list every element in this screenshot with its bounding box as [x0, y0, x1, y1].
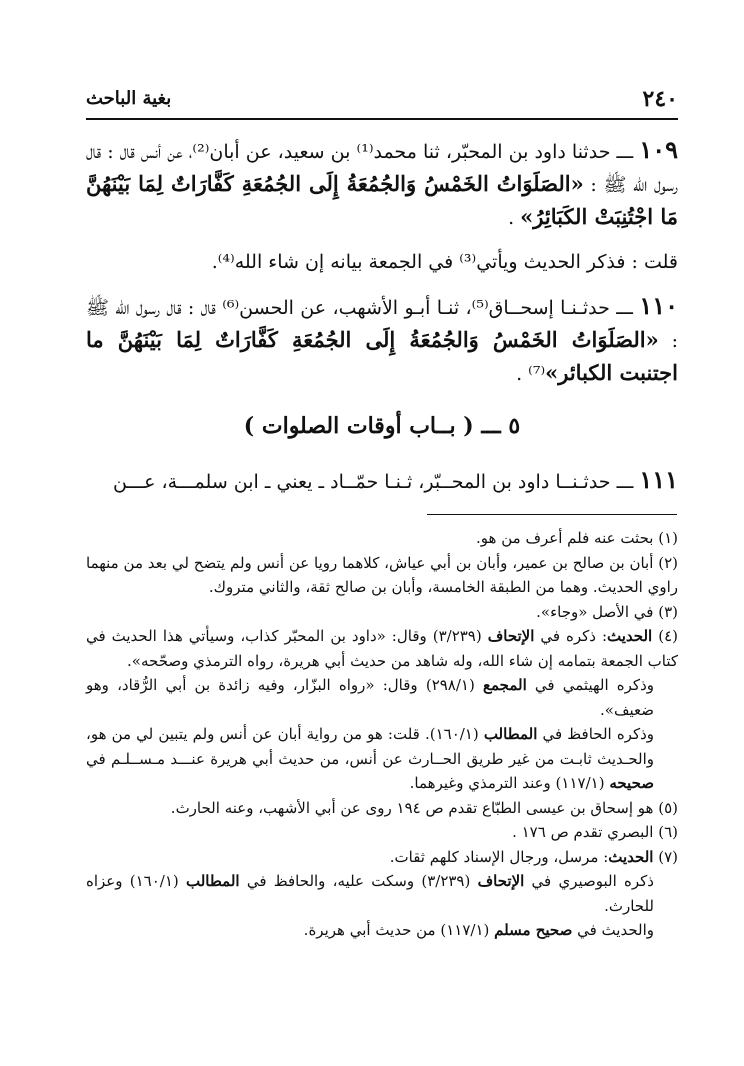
hadith-isnad: ـــ حدثـنـا إسحــاق⁽⁵⁾، ثنـا أبـو الأشهب، عن الحسن⁽⁶⁾ قال : قال رسول الله ﷺ : [86, 297, 678, 352]
hadith-109 [86, 134, 678, 234]
chapter-title: ٥ ـــ ( بــاب أوقات الصلوات ) [243, 413, 521, 439]
hadith-isnad: ـــ حدثـنــا داود بن المحــبّر، ثـنـا حمّــاد ـ يعني ـ ابن سلمـــة، عـــن [113, 471, 640, 493]
header-rule [86, 118, 678, 120]
footnote-text: (١١٧/١) من حديث أبي هريرة. [303, 921, 495, 939]
footnote-text: ذكره البوصيري في [524, 872, 654, 890]
footnote-text: (٣/٢٣٩) وقال: «داود بن المحبّر كذاب، وسيأتي هذا الحديث في كتاب الجمعة بتمامه إن شاء الله، وله شاهد من حديث أبي هريرة، رواه الترمذي وصحّحه». [86, 627, 678, 670]
hadith-number: ١١١ [639, 465, 678, 494]
hadith-end: . [508, 207, 521, 229]
running-header [86, 84, 678, 114]
footnote [86, 526, 678, 551]
footnote-text: (٥) هو إسحاق بن عيسى الطبّاع تقدم ص ١٩٤ روى عن أبي الأشهب، وعنه الحارث. [170, 798, 678, 817]
footnote [86, 869, 678, 918]
footnote [86, 796, 678, 821]
footnotes [86, 526, 678, 943]
page-number: ٢٤٠ [642, 86, 678, 112]
hadith-number: ١١٠ [639, 291, 678, 320]
footnote-source-title: الإتحاف [477, 872, 525, 890]
footnote-text: : ذكره في [534, 627, 608, 645]
footnote-source-title: صحيحه [609, 774, 654, 792]
footnote-text: (٤) [652, 627, 678, 645]
hadith-matn: «الصَلَوَاتُ الخَمْسُ وَالجُمُعَةُ إِلَى الجُمُعَةِ كَفَّارَاتٌ لِمَا بَيْنَهُنَّ ما اجتنبت الكبائر» [86, 327, 678, 385]
footnote-source-title: المطالب [483, 725, 538, 743]
author-comment: قلت : فذكر الحديث ويأتي⁽³⁾ في الجمعة بيانه إن شاء الله⁽⁴⁾. [211, 251, 678, 273]
footnote [86, 624, 678, 673]
footnote-text: : مرسل، ورجال الإسناد كلهم ثقات. [389, 847, 609, 866]
footnote-text: (١٦٠/١) وعزاه للحارث. [86, 872, 654, 915]
footnote [86, 673, 678, 722]
footnote-source-title: المجمع [483, 676, 527, 694]
footnote-text: (١) بحثت عنه فلم أعرف من هو. [476, 529, 678, 547]
hadith-110 [86, 290, 678, 390]
footnote-text: (٢) أبان بن صالح بن عمير، وأبان بن أبي عياش، كلاهما رويا عن أنس ولم يتضح لي بعد من منهما راوي الحديث. وهما من الطبقة الخامسة، وأبان بن صالح ثقة، والثاني متروك. [86, 553, 678, 596]
footnote [86, 820, 678, 845]
footnote [86, 918, 678, 943]
footnote-text: (٦) البصري تقدم ص ١٧٦ . [512, 823, 678, 841]
hadith-end: ⁽⁷⁾ . [516, 363, 546, 385]
footnote-source-title: المطالب [186, 872, 240, 890]
main-text [86, 134, 678, 498]
hadith-111 [86, 464, 678, 498]
footnote-text: (٧) [653, 847, 678, 866]
footnote-source-title: صحيح مسلم [494, 921, 573, 939]
hadith-isnad: ـــ حدثنا داود بن المحبّر، ثنا محمد⁽¹⁾ بن سعيد، عن أبان⁽²⁾، عن أنس قال : قال رسول الله ﷺ : [86, 141, 678, 196]
footnote-text: (٢٩٨/١) وقال: «رواه البزّار، وفيه زائدة بن أبي الرُّقاد، وهو ضعيف». [86, 676, 654, 719]
footnote [86, 722, 678, 796]
footnote-text: وذكره الحافظ في [537, 725, 655, 743]
footnote [86, 845, 678, 870]
footnote [86, 600, 678, 625]
footnote-text: (١١٧/١) وعند الترمذي وغيرهما. [409, 774, 610, 792]
hadith-matn: «الصَلَوَاتُ الخَمْسُ وَالجُمُعَةُ إِلَى الجُمُعَةِ كَفَّارَاتٌ لِمَا بَيْنَهُنَّ مَا اجْتُنِبَتْ الكَبَائِرُ» [86, 171, 678, 229]
book-title: بغية الباحث [86, 88, 172, 109]
footnote-source-title: الحديث [607, 627, 653, 645]
footnote-text: (٣/٢٣٩) وسكت عليه، والحافظ في [239, 872, 478, 890]
footnote-source-title: الإتحاف [487, 627, 535, 645]
footnote-separator [427, 514, 677, 515]
footnote-text: (٣) في الأصل «وجاء». [536, 602, 678, 621]
footnote-text: (١٦٠/١). قلت: هو من رواية أبان عن أنس ولم يتبين لي من هو، والحـديث ثابـت من غير طريق الحــارث عن أنس، من حديث أبي هريرة عنـــد مـســلـم في [86, 725, 654, 768]
hadith-number: ١٠٩ [639, 135, 678, 164]
footnote [86, 551, 678, 600]
footnote-source-title: الحديث [608, 847, 654, 866]
footnote-text: وذكره الهيثمي في [526, 676, 654, 694]
footnote-text: والحديث في [572, 921, 654, 939]
